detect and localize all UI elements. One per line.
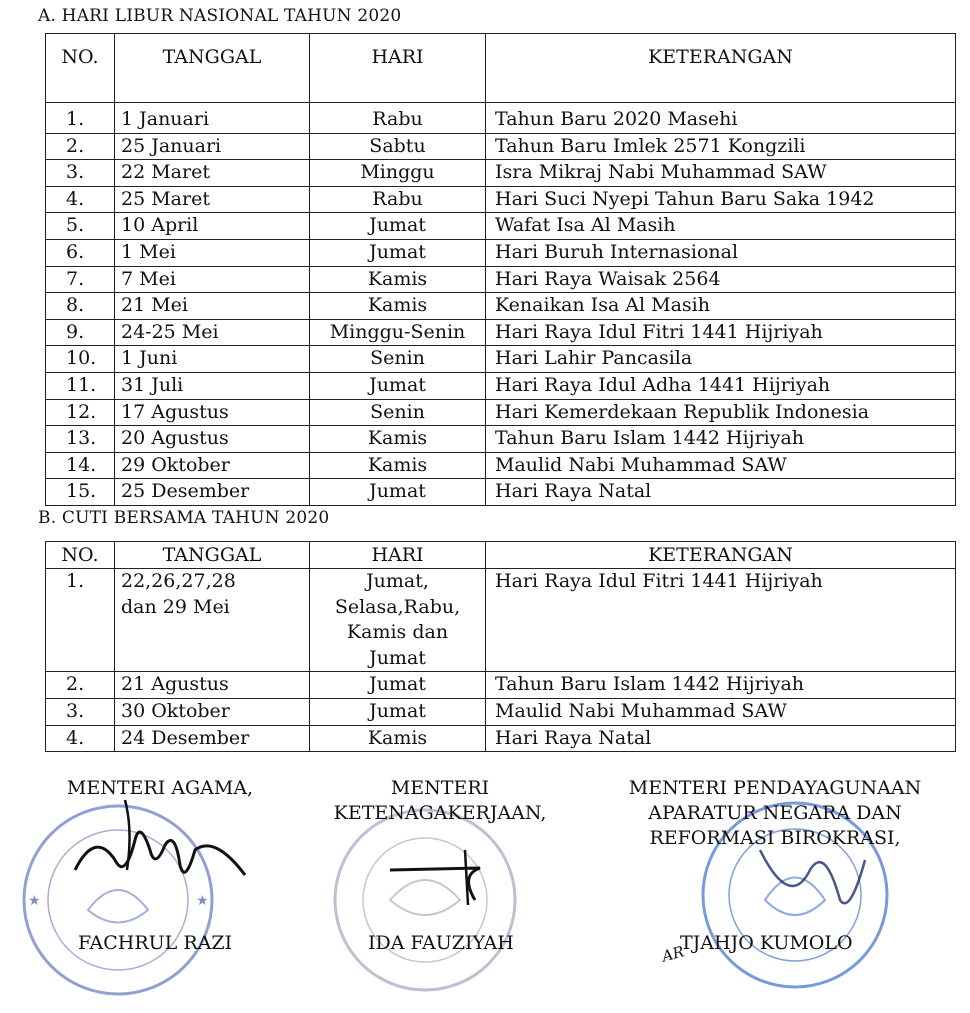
table-row: [46, 239, 956, 266]
cell-keterangan: Hari Raya Idul Fitri 1441 Hijriyah: [486, 319, 956, 346]
cell-tanggal: 24 Desember: [115, 725, 310, 752]
cell-tanggal: 7 Mei: [115, 266, 310, 293]
table-row: [46, 293, 956, 320]
cell-tanggal: 29 Oktober: [115, 452, 310, 479]
cell-hari: Kamis: [310, 452, 486, 479]
table-row: [46, 479, 956, 506]
cell-keterangan: Tahun Baru Islam 1442 Hijriyah: [486, 426, 956, 453]
signatory-title-ketenagakerjaan: MENTERI KETENAGAKERJAAN,: [333, 777, 547, 824]
cell-keterangan: Hari Lahir Pancasila: [486, 346, 956, 373]
cell-no: 11.: [46, 372, 115, 399]
table-row: [46, 426, 956, 453]
cell-tanggal: 25 Maret: [115, 186, 310, 213]
table-row: [46, 672, 956, 699]
cuti-bersama-table: [45, 541, 956, 752]
holiday-table-body: [46, 103, 956, 506]
cell-tanggal: 22 Maret: [115, 160, 310, 187]
cell-keterangan: Hari Raya Natal: [486, 725, 956, 752]
cell-hari: Kamis: [310, 725, 486, 752]
cell-no: 5.: [46, 213, 115, 240]
cuti-bersama-table-body: [46, 569, 956, 752]
table-row: [46, 319, 956, 346]
signatory-name-agama: FACHRUL RAZI: [78, 932, 233, 954]
cell-tanggal: 25 Desember: [115, 479, 310, 506]
cell-keterangan: Hari Raya Idul Fitri 1441 Hijriyah: [486, 569, 956, 672]
cell-no: 14.: [46, 452, 115, 479]
cell-hari: Rabu: [310, 103, 486, 134]
section-b-title: B. CUTI BERSAMA TAHUN 2020: [38, 508, 330, 528]
cell-keterangan: Kenaikan Isa Al Masih: [486, 293, 956, 320]
cell-tanggal: 24-25 Mei: [115, 319, 310, 346]
cell-tanggal: 1 Januari: [115, 103, 310, 134]
cell-keterangan: Hari Raya Waisak 2564: [486, 266, 956, 293]
table-row: [46, 452, 956, 479]
cell-hari: Jumat: [310, 372, 486, 399]
cell-keterangan: Tahun Baru 2020 Masehi: [486, 103, 956, 134]
cell-no: 12.: [46, 399, 115, 426]
table-row: [46, 103, 956, 134]
cell-tanggal: 1 Mei: [115, 239, 310, 266]
cell-hari: Senin: [310, 399, 486, 426]
signature-menteri-agama: [55, 790, 255, 900]
header-hari: HARI: [310, 542, 486, 569]
cell-no: 1.: [46, 103, 115, 134]
signatory-name-ketenagakerjaan: IDA FAUZIYAH: [368, 932, 514, 954]
cell-no: 3.: [46, 160, 115, 187]
cell-no: 9.: [46, 319, 115, 346]
cell-keterangan: Isra Mikraj Nabi Muhammad SAW: [486, 160, 956, 187]
signatory-title-menpan: MENTERI PENDAYAGUNAAN APARATUR NEGARA DAN REFORMASI BIROKRASI,: [628, 777, 922, 849]
cell-no: 1.: [46, 569, 115, 672]
cell-hari: Jumat: [310, 213, 486, 240]
header-tanggal: TANGGAL: [115, 542, 310, 569]
cell-tanggal: 21 Mei: [115, 293, 310, 320]
section-a-title: A. HARI LIBUR NASIONAL TAHUN 2020: [38, 6, 402, 26]
table-row: [46, 186, 956, 213]
cell-hari: Jumat: [310, 698, 486, 725]
svg-text:★: ★: [196, 893, 209, 909]
cell-hari: Kamis: [310, 426, 486, 453]
cell-hari: Jumat: [310, 672, 486, 699]
cell-hari: Jumat: [310, 239, 486, 266]
header-keterangan: KETERANGAN: [486, 542, 956, 569]
cell-hari: Jumat: [310, 479, 486, 506]
table-header-row: [46, 34, 956, 103]
table-row: [46, 698, 956, 725]
header-tanggal: TANGGAL: [115, 34, 310, 103]
cell-hari: Jumat, Selasa,Rabu, Kamis dan Jumat: [310, 569, 486, 672]
cell-no: 4.: [46, 186, 115, 213]
cell-tanggal: 30 Oktober: [115, 698, 310, 725]
cell-hari: Minggu: [310, 160, 486, 187]
cell-tanggal: 10 April: [115, 213, 310, 240]
cell-keterangan: Hari Raya Idul Adha 1441 Hijriyah: [486, 372, 956, 399]
cell-tanggal: 21 Agustus: [115, 672, 310, 699]
signatory-title-agama: MENTERI AGAMA,: [66, 777, 254, 799]
header-no: NO.: [46, 542, 115, 569]
cell-no: 8.: [46, 293, 115, 320]
cell-tanggal: 17 Agustus: [115, 399, 310, 426]
header-hari: HARI: [310, 34, 486, 103]
table-row: [46, 160, 956, 187]
table-row: [46, 399, 956, 426]
cell-keterangan: Hari Raya Natal: [486, 479, 956, 506]
table-row: [46, 725, 956, 752]
table-row: [46, 213, 956, 240]
cell-hari: Minggu-Senin: [310, 319, 486, 346]
svg-text:★: ★: [28, 893, 41, 909]
cell-no: 4.: [46, 725, 115, 752]
cell-no: 7.: [46, 266, 115, 293]
header-keterangan: KETERANGAN: [486, 34, 956, 103]
table-row: [46, 346, 956, 373]
cell-no: 2.: [46, 133, 115, 160]
cell-tanggal: 25 Januari: [115, 133, 310, 160]
holiday-table: [45, 33, 956, 506]
cell-keterangan: Hari Suci Nyepi Tahun Baru Saka 1942: [486, 186, 956, 213]
cell-tanggal: 1 Juni: [115, 346, 310, 373]
cell-no: 2.: [46, 672, 115, 699]
cell-no: 3.: [46, 698, 115, 725]
cell-keterangan: Maulid Nabi Muhammad SAW: [486, 452, 956, 479]
cell-keterangan: Maulid Nabi Muhammad SAW: [486, 698, 956, 725]
paraf-initials: AR: [660, 942, 687, 966]
cell-hari: Kamis: [310, 293, 486, 320]
cell-no: 6.: [46, 239, 115, 266]
table-header-row: [46, 542, 956, 569]
cell-tanggal: 22,26,27,28 dan 29 Mei: [115, 569, 310, 672]
cell-hari: Senin: [310, 346, 486, 373]
cell-hari: Kamis: [310, 266, 486, 293]
cell-keterangan: Tahun Baru Imlek 2571 Kongzili: [486, 133, 956, 160]
cell-no: 10.: [46, 346, 115, 373]
table-row: [46, 569, 956, 672]
table-row: [46, 372, 956, 399]
cell-no: 15.: [46, 479, 115, 506]
cell-keterangan: Hari Kemerdekaan Republik Indonesia: [486, 399, 956, 426]
table-row: [46, 266, 956, 293]
cell-hari: Rabu: [310, 186, 486, 213]
cell-hari: Sabtu: [310, 133, 486, 160]
cell-keterangan: Tahun Baru Islam 1442 Hijriyah: [486, 672, 956, 699]
cell-keterangan: Hari Buruh Internasional: [486, 239, 956, 266]
signature-menteri-ketenagakerjaan: [380, 830, 520, 910]
cell-keterangan: Wafat Isa Al Masih: [486, 213, 956, 240]
table-row: [46, 133, 956, 160]
signatory-name-menpan: TJAHJO KUMOLO: [680, 932, 853, 954]
header-no: NO.: [46, 34, 115, 103]
cell-tanggal: 20 Agustus: [115, 426, 310, 453]
cell-no: 13.: [46, 426, 115, 453]
cell-tanggal: 31 Juli: [115, 372, 310, 399]
